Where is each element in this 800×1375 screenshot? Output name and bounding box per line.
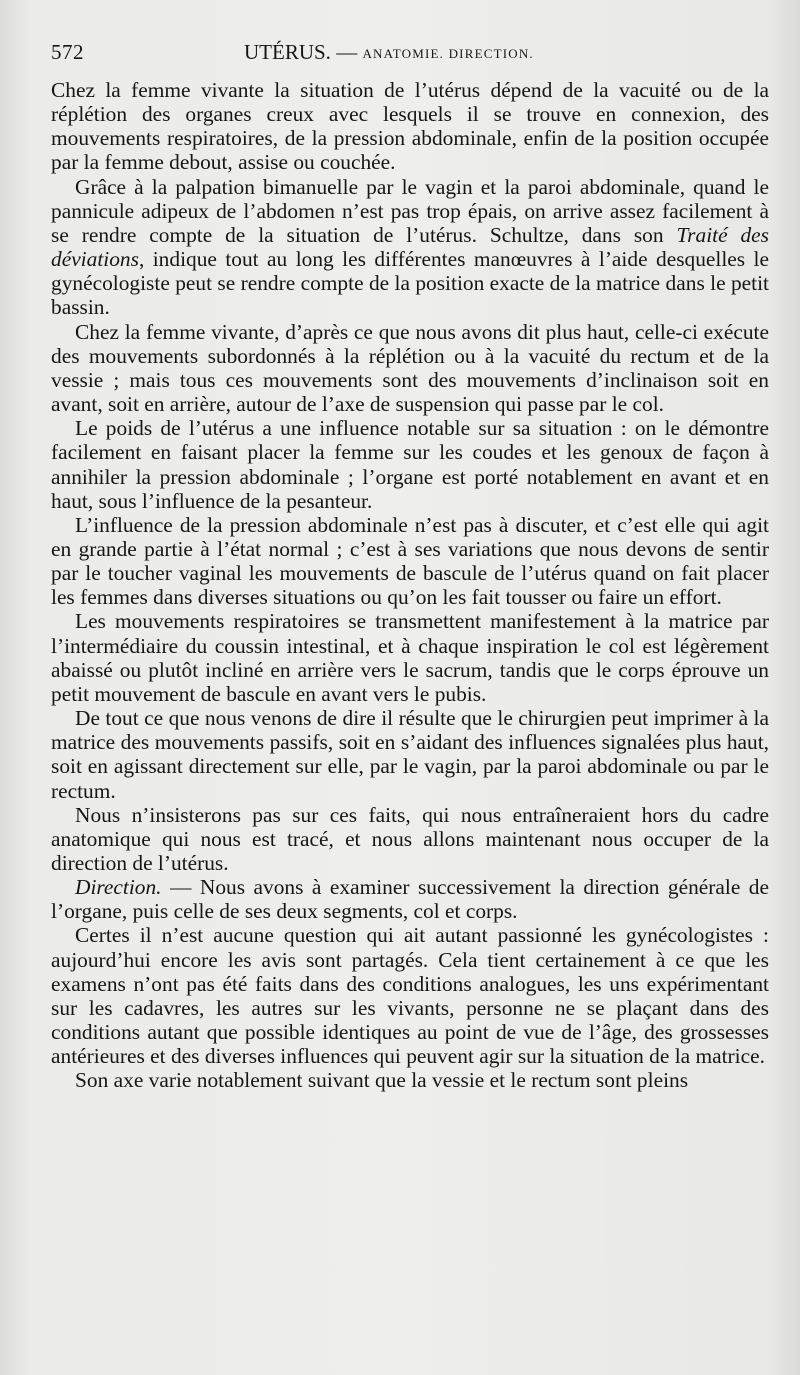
section-heading-italic: Direction. — [75, 875, 162, 900]
paragraph — [51, 175, 769, 320]
running-head — [244, 40, 534, 65]
paragraph — [51, 416, 769, 513]
running-head-dash: — — [336, 40, 358, 64]
paragraph-text: Son axe varie notablement suivant que la vessie et le rectum sont pleins — [75, 1068, 689, 1093]
paragraph-text: Chez la femme vivante la situation de l’utérus dépend de la vacuité ou de la réplétion des organes creux avec lesquels il se trouve en connexion, des mouvements respiratoires, de la pression abdominale, enfin de la position occupée par la femme debout, assise ou couchée. — [51, 78, 769, 175]
paragraph-text: Chez la femme vivante, d’après ce que nous avons dit plus haut, celle-ci exécute des mouvements subordonnés à la réplétion ou à la vacuité du rectum et de la vessie ; mais tous ces mouvements sont des mouvements d’inclinaison soit en avant, soit en arrière, autour de l’axe de suspension qui passe par le col. — [51, 319, 769, 417]
paragraph-text: Les mouvements respiratoires se transmettent manifestement à la matrice par l’intermédiaire du coussin intestinal, et à chaque inspiration le col est légèrement abaissé ou plutôt incliné en arrière vers le sacrum, tandis que le corps éprouve un petit mouvement de bascule en avant vers le pubis. — [51, 609, 769, 706]
paragraph — [51, 78, 769, 175]
paragraph-text: L’influence de la pression abdominale n’est pas à discuter, et c’est elle qui agit en grande partie à l’état normal ; c’est à ses variations que nous devons de sentir par le toucher vaginal les mouvements de bascule de l’utérus quand on fait placer les femmes dans diverses situations ou qu’on les fait tousser ou faire un effort. — [51, 512, 769, 610]
paragraph — [51, 923, 769, 1068]
paragraph — [51, 803, 769, 875]
paragraph-text: Le poids de l’utérus a une influence notable sur sa situation : on le démontre facilement en faisant placer la femme sur les coudes et les genoux de façon à annihiler la pression abdominale ; l’organe est porté notablement en avant et en haut, sous l’influence de la pesanteur. — [51, 416, 769, 513]
paragraph-text: , indique tout au long les différentes manœuvres à l’aide desquelles le gynécologiste peut se rendre compte de la position exacte de la matrice dans le petit bassin. — [51, 247, 769, 320]
paragraph — [51, 875, 769, 923]
running-head-title: UTÉRUS. — [244, 40, 331, 64]
paragraph-text: De tout ce que nous venons de dire il résulte que le chirurgien peut imprimer à la matrice des mouvements passifs, soit en s’aidant des influences signalées plus haut, soit en agissant directement sur elle, par le vagin, par la paroi abdominale ou par le rectum. — [51, 706, 769, 803]
paragraph — [51, 513, 769, 610]
paragraph — [51, 1068, 769, 1092]
paragraph-text: — Nous avons à examiner successivement la direction générale de l’organe, puis celle de ses deux segments, col et corps. — [51, 875, 769, 924]
paragraph — [51, 609, 769, 706]
book-title-italic: Traité des déviations — [51, 222, 770, 272]
paragraph-text: Nous n’insisterons pas sur ces faits, qui nous entraîneraient hors du cadre anatomique qui nous est tracé, et nous allons maintenant nous occuper de la direction de l’utérus. — [51, 802, 769, 875]
paragraph-text: Certes il n’est aucune question qui ait autant passionné les gynécologistes : aujourd’hui encore les avis sont partagés. Cela tient certainement à ce que les examens n’ont pas été faits dans des conditions analogues, les uns expérimentant sur les cadavres, les autres sur les vivants, personne ne se plaçant dans des conditions autant que possible identiques au point de vue de l’âge, des grossesses antérieures et des diverses influences qui peuvent agir sur la situation de la matrice. — [51, 923, 769, 1069]
paragraph — [51, 706, 769, 803]
body-text — [51, 78, 769, 1093]
page-header — [51, 40, 751, 70]
paragraph — [51, 320, 769, 417]
running-head-subtitle: ANATOMIE. DIRECTION. — [362, 46, 534, 61]
page-number: 572 — [51, 40, 84, 64]
paragraph-text: Grâce à la palpation bimanuelle par le vagin et la paroi abdominale, quand le pannicule adipeux de l’abdomen n’est pas trop épais, on arrive assez facilement à se rendre compte de la situation de l’utérus. Schultze, dans son — [51, 174, 769, 247]
